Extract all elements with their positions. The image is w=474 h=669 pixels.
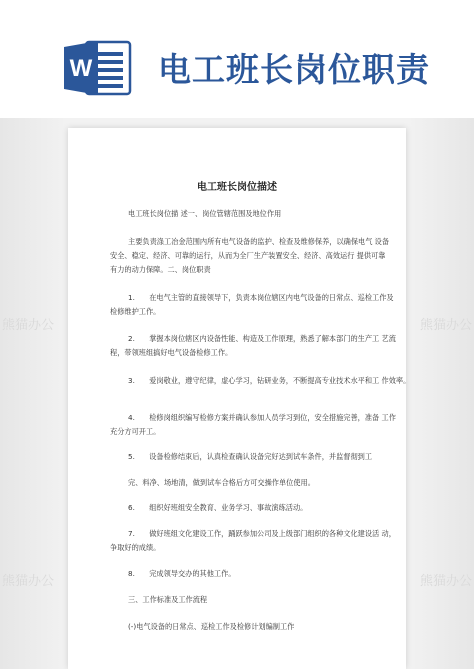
document-line: 1. 在电气主管的直接领导下，负责本岗位辖区内电气设备的日常点、巡检工作及 [128, 293, 394, 302]
document-line: 有力的动力保障。二、岗位职责 [110, 265, 211, 274]
document-line: 主要负责涤工冶金范围内所有电气设备的监护、检查及维修保养，以确保电气 设备 [128, 237, 390, 246]
document-line: 三、工作标准及工作流程 [128, 595, 208, 604]
word-logo-letter: W [69, 55, 93, 82]
document-line: 争取好的成绩。 [110, 543, 161, 552]
document-line: 6. 组织好班组安全教育、业务学习、事故演练活动。 [128, 503, 308, 512]
watermark-text: 熊猫办公 [2, 574, 55, 589]
document-line: 电工班长岗位描 述一、岗位管辖范围及地位作用 [128, 209, 282, 218]
header-banner [0, 0, 474, 118]
watermark-text: 熊猫办公 [2, 318, 55, 333]
document-page [68, 128, 411, 669]
document-line: 3. 爱岗敬业，遵守纪律，虚心学习，钻研业务，不断提高专业技术水平和工 作效率。 [128, 376, 411, 385]
document-line: 7. 做好班组文化建设工作，踊跃参加公司及上级部门组织的各种文化建设活 动， [128, 529, 396, 538]
document-line: 检修维护工作。 [110, 307, 161, 316]
word-document-icon [62, 38, 132, 98]
document-line: 程，带领班组搞好电气设备检修工作。 [110, 348, 233, 357]
watermark-text: 熊猫办公 [420, 318, 473, 333]
document-line: (-)电气设备的日常点、巡检工作及检修计划编制工作 [128, 622, 295, 631]
watermark-text: 熊猫办公 [420, 574, 473, 589]
document-title: 电工班长岗位描述 [197, 182, 277, 193]
document-line: 8. 完成领导交办的其他工作。 [128, 569, 236, 578]
document-line: 4. 检修岗组织编写检修方案并确认参加人员学习到位，安全措施完善，准备 工作 [128, 413, 396, 422]
document-line: 2. 掌握本岗位辖区内设备性能、构造及工作原理，熟悉了解本部门的生产工 艺流 [128, 334, 396, 343]
page-title: 电工班长岗位职责 [158, 50, 430, 89]
document-line: 5. 设备检修结束后，认真检查确认设备完好达到试车条件，并监督彻到工 [128, 452, 373, 461]
document-line: 充分方可开工。 [110, 427, 161, 436]
document-line: 安全、稳定、经济、可靠的运行，从而为全厂生产装置安全、经济、高效运行 提供可靠 [110, 251, 386, 260]
document-line: 完、料净、场地清，做到试车合格后方可交操作单位使用。 [128, 478, 315, 487]
